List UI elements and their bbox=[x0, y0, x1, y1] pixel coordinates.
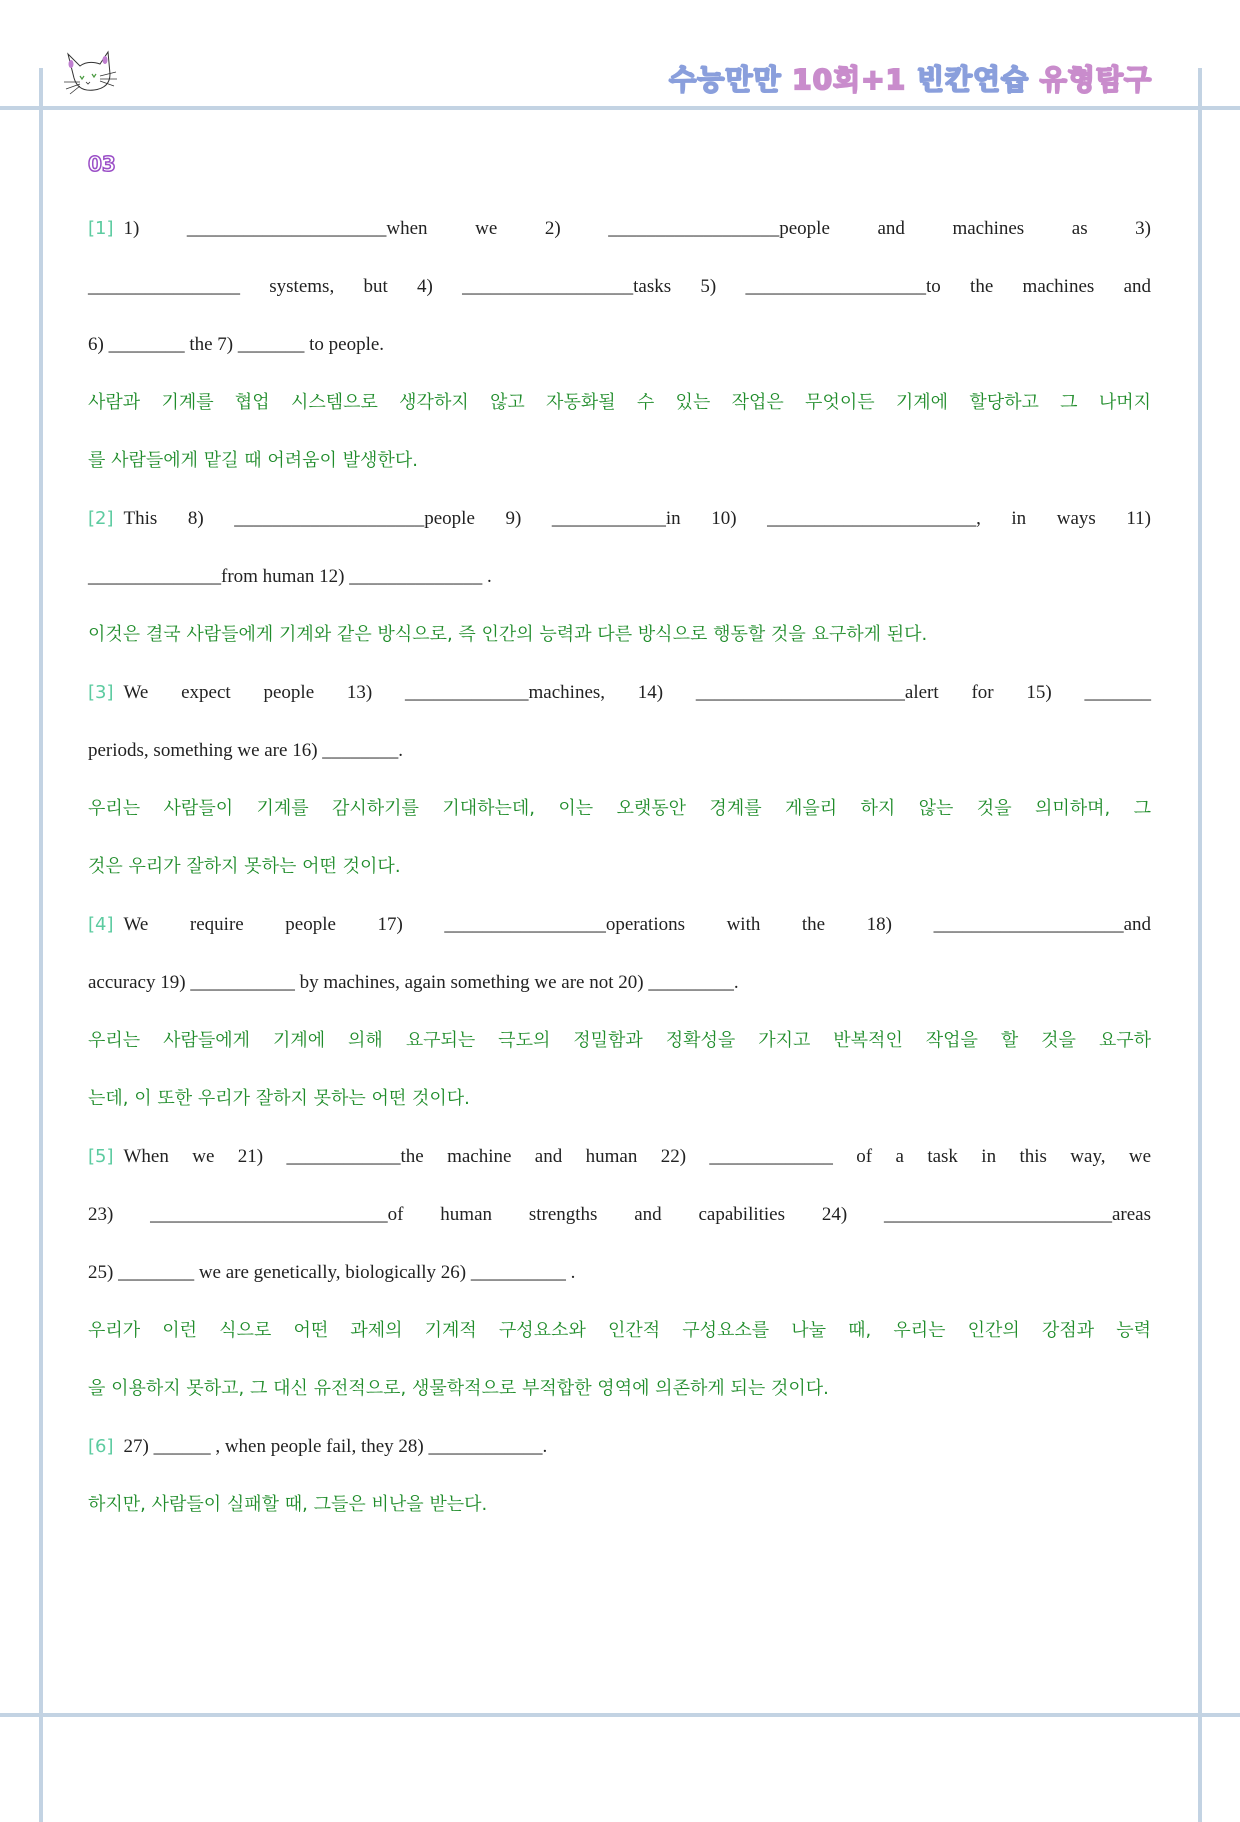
section-marker: [2] bbox=[88, 508, 114, 529]
question-number: 03 bbox=[88, 152, 116, 176]
footer-divider bbox=[0, 1713, 1240, 1717]
korean-translation: 하지만, 사람들이 실패할 때, 그들은 비난을 받는다. bbox=[88, 1494, 488, 1515]
section-marker: [4] bbox=[88, 914, 114, 935]
section-1 bbox=[88, 200, 1151, 490]
english-line: 6) ________ the 7) _______ to people. bbox=[88, 334, 385, 355]
english-line bbox=[88, 664, 1151, 722]
korean-translation: 우리는 사람들에게 기계에 의해 요구되는 극도의 정밀함과 정확성을 가지고 반복적인 작업을 할 것을 요구하 bbox=[88, 1030, 1151, 1051]
english-line: 23) _________________________of human strengths and capabilities 24) ________________________areas bbox=[88, 1204, 1151, 1225]
section-5 bbox=[88, 1128, 1151, 1418]
english-line bbox=[88, 200, 1151, 258]
header-title bbox=[669, 58, 1152, 98]
cat-icon bbox=[60, 44, 124, 100]
title-part: 10회+1 bbox=[792, 63, 907, 96]
english-line: 25) ________ we are genetically, biologically 26) __________ . bbox=[88, 1262, 576, 1283]
blank-sentence: 1) _____________________when we 2) __________________people and machines as 3) bbox=[123, 218, 1151, 239]
korean-translation: 것은 우리가 잘하지 못하는 어떤 것이다. bbox=[88, 856, 401, 877]
english-line bbox=[88, 896, 1151, 954]
section-3 bbox=[88, 664, 1151, 896]
blank-sentence: This 8) ____________________people 9) ____________in 10) ______________________, in ways 11) bbox=[123, 508, 1151, 529]
right-margin-line bbox=[1198, 68, 1202, 1822]
korean-translation: 을 이용하지 못하고, 그 대신 유전적으로, 생물학적으로 부적합한 영역에 의존하게 되는 것이다. bbox=[88, 1378, 829, 1399]
left-margin-line bbox=[39, 68, 43, 1822]
korean-translation: 이것은 결국 사람들에게 기계와 같은 방식으로, 즉 인간의 능력과 다른 방식으로 행동할 것을 요구하게 된다. bbox=[88, 624, 928, 645]
blank-sentence: When we 21) ____________the machine and human 22) _____________ of a task in this way, we bbox=[123, 1146, 1151, 1167]
korean-translation: 는데, 이 또한 우리가 잘하지 못하는 어떤 것이다. bbox=[88, 1088, 470, 1109]
blank-sentence: We expect people 13) _____________machines, 14) ______________________alert for 15) _______ bbox=[123, 682, 1151, 703]
section-2 bbox=[88, 490, 1151, 664]
section-marker: [3] bbox=[88, 682, 114, 703]
korean-translation: 를 사람들에게 맡길 때 어려움이 발생한다. bbox=[88, 450, 418, 471]
blank-sentence: 27) ______ , when people fail, they 28) ____________. bbox=[123, 1436, 548, 1457]
english-line bbox=[88, 490, 1151, 548]
section-marker: [1] bbox=[88, 218, 114, 239]
header-divider bbox=[0, 106, 1240, 110]
section-marker: [5] bbox=[88, 1146, 114, 1167]
section-6 bbox=[88, 1418, 1151, 1534]
english-line: accuracy 19) ___________ by machines, again something we are not 20) _________. bbox=[88, 972, 739, 993]
korean-translation: 우리는 사람들이 기계를 감시하기를 기대하는데, 이는 오랫동안 경계를 게을리 하지 않는 것을 의미하며, 그 bbox=[88, 798, 1151, 819]
english-line bbox=[88, 1128, 1151, 1186]
title-part: 수능만만 bbox=[669, 63, 782, 96]
section-marker: [6] bbox=[88, 1436, 114, 1457]
title-part: 유형탐구 bbox=[1039, 63, 1152, 96]
english-line: ________________ systems, but 4) __________________tasks 5) ___________________to the machines and bbox=[88, 276, 1151, 297]
korean-translation: 사람과 기계를 협업 시스템으로 생각하지 않고 자동화될 수 있는 작업은 무엇이든 기계에 할당하고 그 나머지 bbox=[88, 392, 1151, 413]
title-part: 빈칸연습 bbox=[916, 63, 1030, 96]
exercise-body bbox=[88, 200, 1151, 1534]
english-line: ______________from human 12) ______________ . bbox=[88, 566, 492, 587]
english-line bbox=[88, 1418, 1151, 1476]
section-4 bbox=[88, 896, 1151, 1128]
blank-sentence: We require people 17) _________________operations with the 18) ____________________and bbox=[123, 914, 1151, 935]
korean-translation: 우리가 이런 식으로 어떤 과제의 기계적 구성요소와 인간적 구성요소를 나눌 때, 우리는 인간의 강점과 능력 bbox=[88, 1320, 1151, 1341]
english-line: periods, something we are 16) ________. bbox=[88, 740, 404, 761]
